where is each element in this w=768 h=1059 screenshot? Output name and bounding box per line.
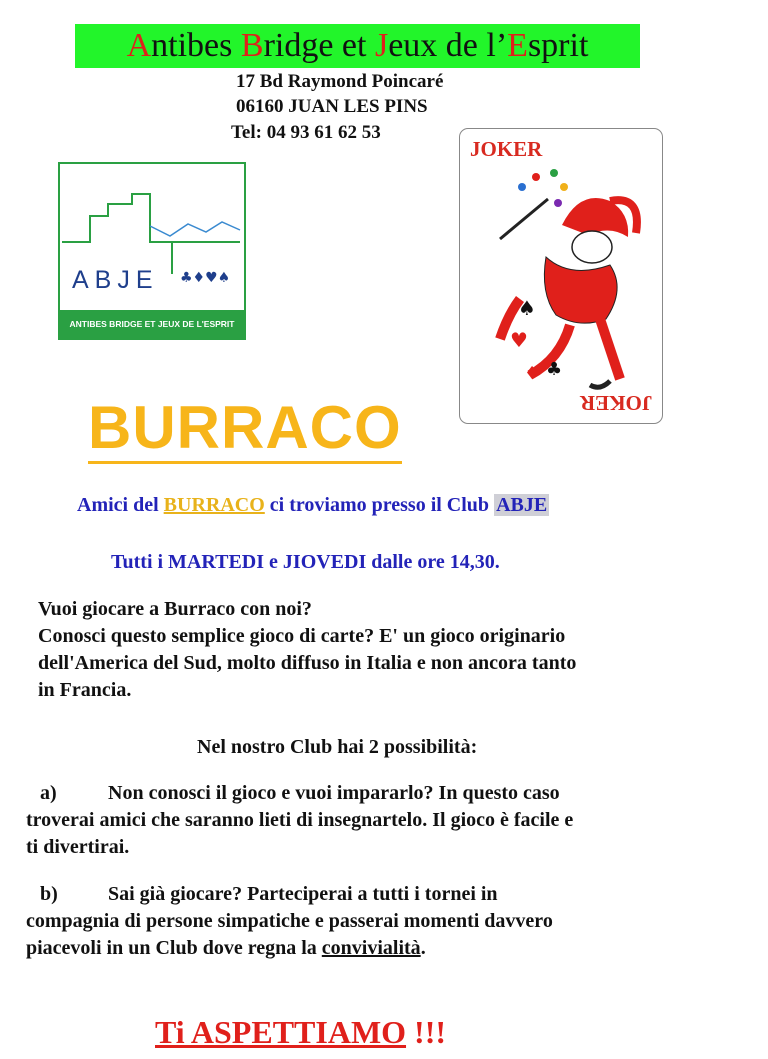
option-a-line1: Non conosci il gioco e vuoi impararlo? In questo caso [108,782,560,804]
option-b-line3-pre: piacevoli in un Club dove regna la [26,937,322,959]
title-word-j: eux de l’ [388,27,508,64]
title-initial-b: B [240,27,264,64]
address-street: 17 Bd Raymond Poincaré [236,71,444,92]
invite-highlight: BURRACO [163,494,265,516]
invite-pre: Amici del [77,494,164,516]
title-initial-j: J [374,27,389,64]
joker-card [459,128,663,424]
closing-rest: !!! [406,1014,446,1050]
title-initial-a: A [126,27,152,64]
headline: BURRACO [88,396,402,464]
intro-line: dell'America del Sud, molto diffuso in Italia e non ancora tanto [38,652,577,674]
logo-acronym: ABJE [72,266,159,294]
svg-text:♦: ♦ [524,363,541,384]
svg-text:♥: ♥ [510,328,528,352]
option-b-conviviality: convivialità [321,937,421,959]
abje-logo [58,162,246,340]
option-a-line3: ti divertirai. [26,836,130,858]
option-a [26,780,573,861]
possibilities-title: Nel nostro Club hai 2 possibilità: [197,736,478,758]
title-word-e: sprit [527,27,589,64]
invite-line [77,494,549,517]
option-b-line3-post: . [420,937,426,959]
intro-line: Vuoi giocare a Burraco con noi? [38,598,312,620]
title-initial-e: E [507,27,528,64]
card-suits-icon: ♣♦♥♠ [180,270,231,286]
title-word-b: ridge et [263,27,375,64]
option-b-line2: compagnia di persone simpatiche e passerai momenti davvero [26,910,553,932]
jester-icon [460,129,660,421]
intro-paragraph [38,596,576,704]
svg-text:♠: ♠ [518,296,536,320]
option-b-line1: Sai già giocare? Parteciperai a tutti i tornei in [108,883,498,905]
option-b-marker: b) [40,883,58,905]
option-b [26,881,553,962]
skyline-icon [60,164,244,274]
phone-number: Tel: 04 93 61 62 53 [231,122,381,143]
closing-line [155,1014,446,1051]
card-label-top: JOKER [470,137,543,161]
invite-mid: ci troviamo presso il Club [264,494,495,516]
option-a-marker: a) [40,782,57,804]
invite-club: ABJE [496,494,548,516]
option-a-line2: troverai amici che saranno lieti di insegnartelo. Il gioco è facile e [26,809,574,831]
svg-text:♣: ♣ [546,359,563,380]
schedule-line: Tutti i MARTEDI e JIOVEDI dalle ore 14,30. [111,551,500,573]
title-word-a: ntibes [151,27,241,64]
card-label-bottom: JOKER [579,391,652,415]
address-city: 06160 JUAN LES PINS [236,96,428,117]
logo-banner: ANTIBES BRIDGE ET JEUX DE L'ESPRIT [60,310,244,338]
header-title [75,24,640,68]
intro-line: Conosci questo semplice gioco di carte? E' un gioco originario [38,625,566,647]
option-b-line3 [26,935,553,962]
intro-line: in Francia. [38,679,132,701]
closing-underlined: Ti ASPETTIAMO [155,1014,407,1050]
